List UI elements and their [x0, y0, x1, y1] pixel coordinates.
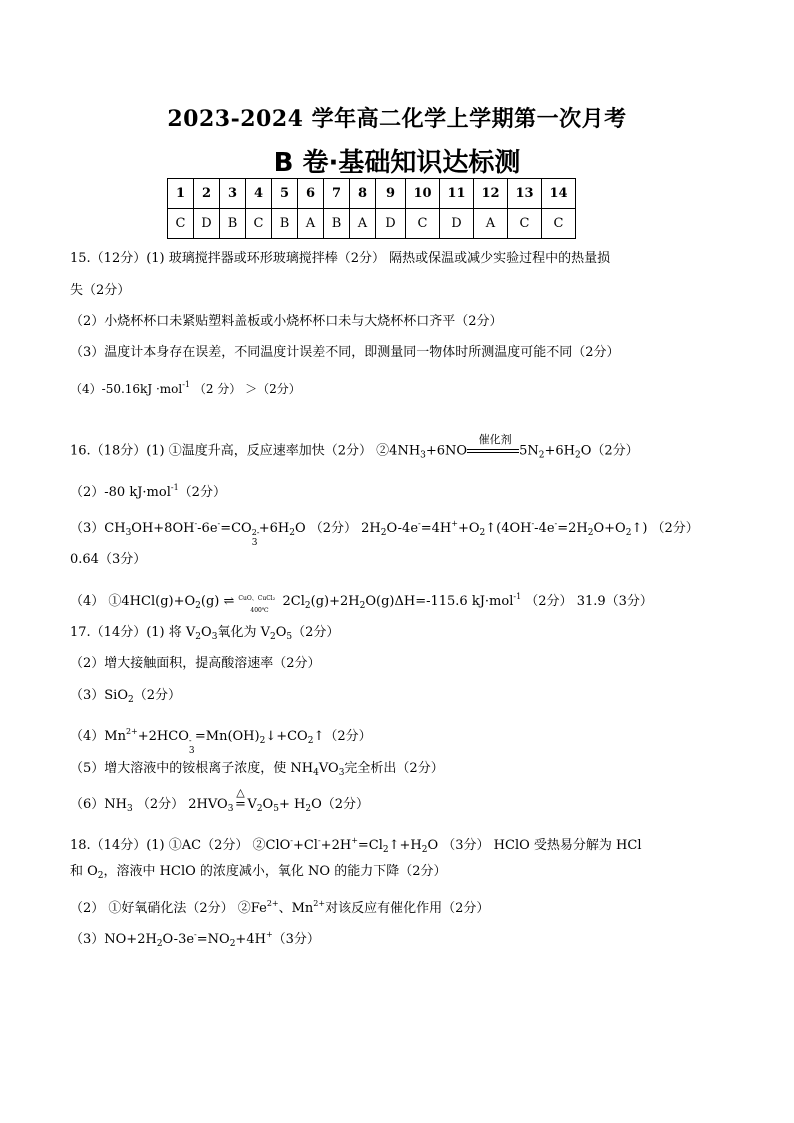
answer-cell: B	[272, 209, 298, 239]
answer-cell: D	[440, 209, 474, 239]
question-number-cell: 12	[474, 179, 508, 209]
q17-line-3: （3）SiO$_2$（2分）	[70, 688, 182, 705]
q15-line-4: （3）温度计本身存在误差，不同温度计误差不同，即测量同一物体时所测温度可能不同（2分）	[70, 345, 620, 360]
answer-cell: C	[246, 209, 272, 239]
q18-line-3: （2） ①好氧硝化法（2分） $②Fe^{2+}$、$Mn^{2+}$对该反应有催化作用（2分）	[70, 899, 490, 916]
exam-subtitle: B 卷·基础知识达标测	[273, 148, 521, 178]
answer-table-number-row	[168, 179, 576, 209]
question-number-cell: 5	[272, 179, 298, 209]
answer-table	[167, 178, 576, 239]
q18-line-1: 18.（14分）(1) ①AC（2分） $②ClO^-+Cl^-+2H^+=Cl_2↑+H_2O$ （3分） HClO 受热易分解为 HCl	[70, 836, 642, 855]
q17-line-1: 17.（14分）(1) 将 $V_2O_3$氧化为 $V_2O_5(2$分）	[70, 625, 340, 642]
answer-cell: D	[376, 209, 406, 239]
q16-line-5: （4） $①4HCl(g)+O_2(g)$ ⇌ CuO、CuCl₂ 400℃ $2Cl_2(g)+2H_2O(g)\Delta H=-115.6$ kJ·mol$^{-1}$ （2分） 31.9（3分）	[70, 592, 653, 614]
question-number-cell: 2	[194, 179, 220, 209]
question-number-cell: 11	[440, 179, 474, 209]
q17-line-4: $(4)Mn^{2+}+2HCO$ - 3 $=Mn(OH)_2↓+CO_2↑(2$分）	[70, 727, 372, 756]
q15-line-3: （2）小烧杯杯口未紧贴塑料盖板或小烧杯杯口未与大烧杯杯口齐平（2分）	[70, 314, 503, 329]
answer-cell: D	[194, 209, 220, 239]
question-number-cell: 3	[220, 179, 246, 209]
catalyst-arrow: 催化剂	[467, 442, 519, 460]
q18-line-4: $(3)NO+2H_2O-3e^-=NO_2+4H^+(3$分）	[70, 930, 320, 949]
q17-line-5: （5）增大溶液中的铵根离子浓度，使 $NH_4VO_3$完全析出（2分）	[70, 761, 444, 778]
q17-line-6: $(6)NH_3$ （2分） $2HVO_3$ △ = $V_2O_5+ H_2O(2$分）	[70, 786, 369, 814]
question-number-cell: 4	[246, 179, 272, 209]
q18-line-2: 和 $O_2$，溶液中 HClO 的浓度减小，氧化 NO 的能力下降（2分）	[70, 864, 447, 881]
question-number-cell: 13	[508, 179, 542, 209]
answer-cell: B	[324, 209, 350, 239]
answer-cell: A	[474, 209, 508, 239]
question-number-cell: 9	[376, 179, 406, 209]
heat-arrow: △ =	[234, 786, 246, 812]
answer-cell: C	[168, 209, 194, 239]
q16-line-2: （2）-80 kJ·mol$^{-1}$（2分）	[70, 483, 226, 500]
answer-cell: C	[508, 209, 542, 239]
reaction-condition: CuO、CuCl₂ 400℃	[238, 594, 276, 614]
question-number-cell: 8	[350, 179, 376, 209]
q16-line-1: 16.（18分）(1) ①温度升高，反应速率加快（2分） $②4NH_3+6NO$ 催化剂 $5N_2+6H_2O(2$分）	[70, 433, 639, 461]
answer-cell: B	[220, 209, 246, 239]
q16-line-4: 0.64（3分）	[70, 552, 147, 567]
question-number-cell: 7	[324, 179, 350, 209]
question-number-cell: 6	[298, 179, 324, 209]
q15-line-5: （4）-50.16kJ ·mol$^{-1}$ （2 分） ＞（2分）	[70, 380, 301, 396]
answer-table-answer-row	[168, 209, 576, 239]
q17-line-2: （2）增大接触面积，提高酸溶速率（2分）	[70, 656, 321, 671]
answer-cell: C	[542, 209, 576, 239]
answer-cell: A	[298, 209, 324, 239]
answer-cell: A	[350, 209, 376, 239]
exam-title: 2023-2024 学年高二化学上学期第一次月考	[167, 106, 627, 132]
question-number-cell: 1	[168, 179, 194, 209]
q15-line-1: 15.（12分）(1) 玻璃搅拌器或环形玻璃搅拌棒（2分） 隔热或保温或减少实验过程中的热量损	[70, 251, 611, 266]
question-number-cell: 10	[406, 179, 440, 209]
answer-cell: C	[406, 209, 440, 239]
q16-line-3: $(3)CH_3OH+8OH^--6e^-=CO$ 2- 3 $+6H_2O$ （2分） $2H_2O-4e^-=4H^++O_2↑(4OH^--4e^-=2H_2O+O_2↑)$ （2分）	[70, 519, 699, 548]
q15-line-2: 失（2分）	[70, 283, 131, 298]
question-number-cell: 14	[542, 179, 576, 209]
